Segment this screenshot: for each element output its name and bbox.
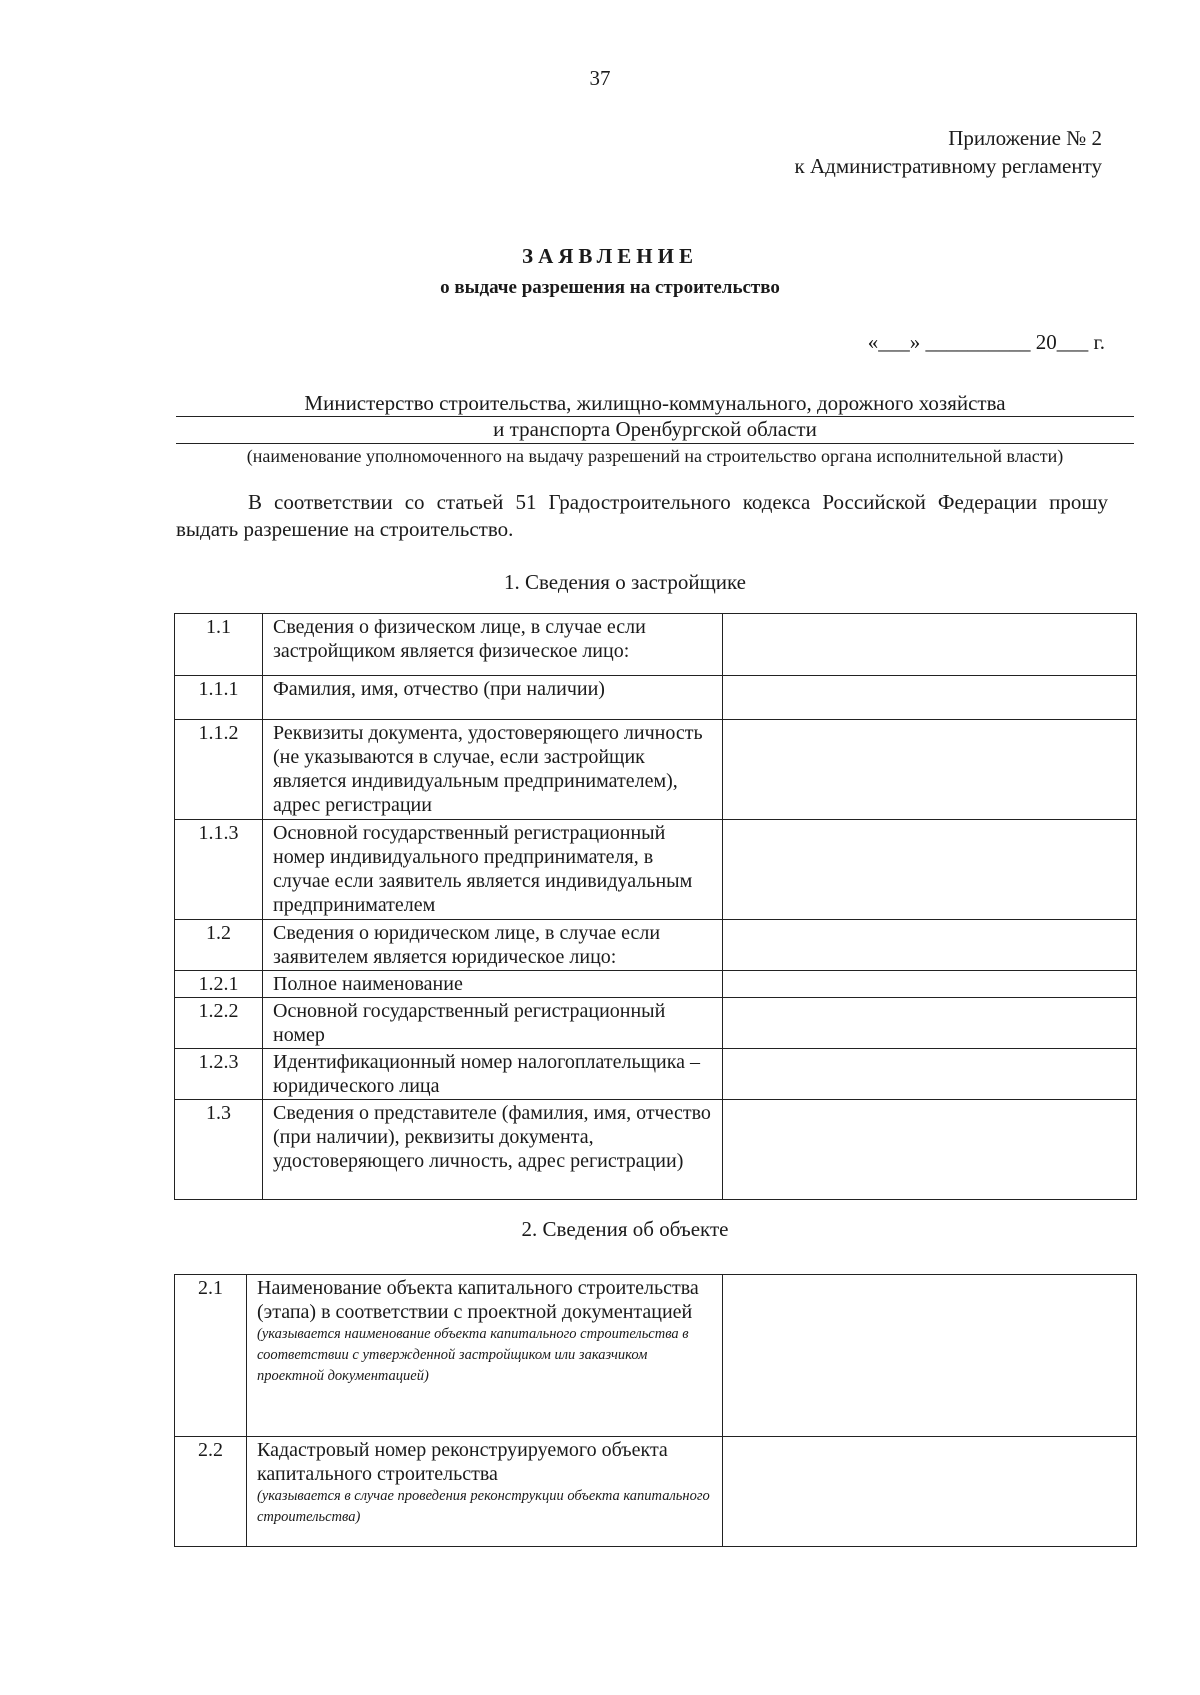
row-label: Наименование объекта капитального строительства (этапа) в соответствии с проектной документацией [257, 1277, 699, 1323]
date-field[interactable]: «___» __________ 20___ г. [867, 330, 1105, 354]
row-value-cell[interactable] [723, 1049, 1137, 1100]
table-row [175, 676, 1137, 720]
row-number: 1.1.2 [175, 720, 263, 820]
row-label: Идентификационный номер налогоплательщика – юридического лица [263, 1049, 723, 1100]
document-subtitle: о выдаче разрешения на строительство [440, 277, 780, 298]
row-label-cell [247, 1437, 723, 1547]
row-value-cell[interactable] [723, 998, 1137, 1049]
row-value-cell[interactable] [723, 676, 1137, 720]
authority-underline-2 [176, 443, 1134, 444]
row-label: Кадастровый номер реконструируемого объекта капитального строительства [257, 1439, 668, 1485]
table-row [175, 820, 1137, 920]
request-paragraph: В соответствии со статьей 51 Градостроительного кодекса Российской Федерации прошу выдать разрешение на строительство. [176, 490, 1108, 541]
row-label-cell [247, 1275, 723, 1437]
table-row [175, 1100, 1137, 1200]
row-value-cell[interactable] [723, 720, 1137, 820]
row-number: 1.2.3 [175, 1049, 263, 1100]
row-value-cell[interactable] [723, 971, 1137, 998]
table-row [175, 1275, 1137, 1437]
developer-info-table [174, 613, 1137, 1200]
row-label: Сведения о физическом лице, в случае если застройщиком является физическое лицо: [263, 614, 723, 676]
row-note: (указывается в случае проведения реконструкции объекта капитального строительства) [257, 1488, 710, 1525]
document-title: ЗАЯВЛЕНИЕ [522, 244, 698, 268]
authority-name-line-2: и транспорта Оренбургской области [493, 417, 817, 441]
row-number: 2.2 [175, 1437, 247, 1547]
table-row [175, 920, 1137, 971]
row-label: Сведения о юридическом лице, в случае если заявителем является юридическое лицо: [263, 920, 723, 971]
table-row [175, 1437, 1137, 1547]
section-2-heading: 2. Сведения об объекте [521, 1217, 729, 1241]
row-label: Сведения о представителе (фамилия, имя, отчество (при наличии), реквизиты документа, удостоверяющего личность, адрес регистрации) [263, 1100, 723, 1200]
row-value-cell[interactable] [723, 1275, 1137, 1437]
table-row [175, 720, 1137, 820]
row-value-cell[interactable] [723, 1100, 1137, 1200]
row-value-cell[interactable] [723, 1437, 1137, 1547]
table-row [175, 971, 1137, 998]
row-number: 1.1.1 [175, 676, 263, 720]
row-label: Полное наименование [263, 971, 723, 998]
row-number: 1.2.1 [175, 971, 263, 998]
row-note: (указывается наименование объекта капитального строительства в соответствии с утвержденной застройщиком или заказчиком проектной документацией) [257, 1326, 689, 1384]
section-1-heading: 1. Сведения о застройщике [503, 570, 746, 594]
table-row [175, 614, 1137, 676]
object-info-table [174, 1274, 1137, 1547]
row-label: Основной государственный регистрационный номер индивидуального предпринимателя, в случае если заявитель является индивидуальным предпринимателем [263, 820, 723, 920]
row-value-cell[interactable] [723, 614, 1137, 676]
row-value-cell[interactable] [723, 920, 1137, 971]
row-number: 1.2.2 [175, 998, 263, 1049]
row-number: 1.1 [175, 614, 263, 676]
row-number: 1.3 [175, 1100, 263, 1200]
table-row [175, 998, 1137, 1049]
appendix-line-2: к Административному регламенту [794, 154, 1102, 178]
appendix-line-1: Приложение № 2 [948, 126, 1102, 150]
row-number: 1.2 [175, 920, 263, 971]
row-label: Реквизиты документа, удостоверяющего личность (не указываются в случае, если застройщик является индивидуальным предпринимателем), адрес регистрации [263, 720, 723, 820]
row-number: 2.1 [175, 1275, 247, 1437]
appendix-reference [795, 124, 1102, 180]
row-value-cell[interactable] [723, 820, 1137, 920]
authority-name-line-1: Министерство строительства, жилищно-коммунального, дорожного хозяйства [304, 391, 1006, 415]
authority-caption: (наименование уполномоченного на выдачу разрешений на строительство органа исполнительной власти) [246, 446, 1064, 466]
page-number: 37 [589, 66, 611, 90]
row-label: Фамилия, имя, отчество (при наличии) [263, 676, 723, 720]
table-row [175, 1049, 1137, 1100]
row-number: 1.1.3 [175, 820, 263, 920]
row-label: Основной государственный регистрационный номер [263, 998, 723, 1049]
